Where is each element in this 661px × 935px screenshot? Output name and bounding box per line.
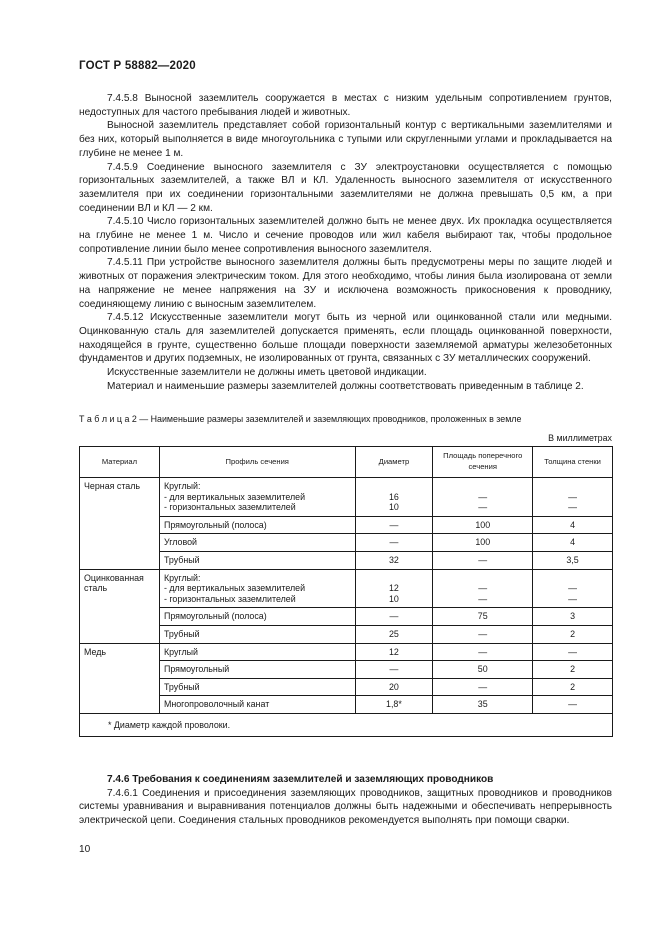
area-value: — — [478, 554, 488, 565]
table-unit: В миллиметрах — [548, 433, 612, 443]
table-row — [80, 643, 613, 661]
area-value: 50 — [477, 664, 488, 675]
diameter-value: 16 — [388, 491, 399, 502]
area-value: 100 — [475, 537, 491, 548]
material-cell — [80, 608, 160, 626]
diameter-cell — [355, 534, 433, 552]
material-cell — [80, 551, 160, 569]
diameter-value: 10 — [388, 502, 399, 513]
thickness-value: — — [568, 593, 577, 604]
table-body — [80, 478, 613, 714]
profile-value: Многопроволочный канат — [163, 699, 270, 710]
diameter-cell — [355, 569, 433, 608]
area-value — [437, 573, 528, 584]
profile-value: - для вертикальных заземлителей — [163, 491, 306, 502]
diameter-value: 25 — [388, 628, 399, 639]
area-value: 35 — [477, 699, 488, 710]
profile-value: - горизонтальных заземлителей — [163, 502, 296, 513]
thickness-value: — — [568, 491, 577, 502]
material-cell — [80, 696, 160, 714]
profile-cell — [159, 643, 355, 661]
area-value: — — [478, 628, 488, 639]
paragraph: Искусственные заземлители не должны иметь цветовой индикации. — [107, 367, 427, 379]
diameter-cell — [355, 625, 433, 643]
area-cell — [433, 478, 533, 517]
table-row — [80, 608, 613, 626]
paragraph: 7.4.5.9 Соединение выносного заземлителя с ЗУ электроустановки осуществляется с помощью горизонтальных заземлителей, а также ВЛ и КЛ. Удаленность выносного заземлителя от искусственного заземлителя при их соединении горизонтальными заземлителями не должна превышать 0,5 км, а при соединении ВЛ и КЛ — 2 км. — [79, 161, 612, 214]
thickness-cell — [533, 516, 613, 534]
area-cell — [433, 661, 533, 679]
thickness-cell — [533, 678, 613, 696]
profile-cell — [159, 696, 355, 714]
material-cell: Оцинкованная сталь — [80, 569, 160, 608]
paragraph: Выносной заземлитель представляет собой горизонтальный контур с вертикальными заземлителями и без них, который выполняется в виде многоугольника с тупыми или скругленными углами и прокладывается на глубине не менее 1 м. — [79, 120, 612, 159]
area-value: 75 — [477, 611, 488, 622]
thickness-cell — [533, 661, 613, 679]
thickness-cell — [533, 608, 613, 626]
thickness-value — [537, 573, 608, 584]
paragraph: 7.4.5.12 Искусственные заземлители могут быть из черной или оцинкованной стали или медными. Оцинкованную сталь для заземлителей допускается применять, если площадь оцинкованной поверхности, находящейся в грунте, существенно больше площади поверхности заземляемой арматуры железобетонных фундаментов и других подземных, не изолированных от грунта, связанных с ЗУ металлических сооружений. — [79, 312, 612, 365]
diameter-value: — — [389, 537, 399, 548]
paragraph: 7.4.5.11 При устройстве выносного заземлителя должны быть предусмотрены меры по защите людей и животных от поражения электрическим током. Для этого необходимо, чтобы линия была изолирована от земли на напряжение не менее напряжения на ЗУ и исключена возможность прикосновения к проводнику, соединяющему линию с выносным заземлителем. — [79, 257, 612, 310]
diameter-value: 12 — [388, 646, 399, 657]
area-cell — [433, 696, 533, 714]
table-row — [80, 625, 613, 643]
area-value: 100 — [475, 519, 491, 530]
section-heading: 7.4.6 Требования к соединениям заземлителей и заземляющих проводников — [107, 774, 494, 785]
profile-cell — [159, 478, 355, 517]
thickness-cell — [533, 478, 613, 517]
table-row — [80, 534, 613, 552]
thickness-cell — [533, 534, 613, 552]
diameter-cell — [355, 478, 433, 517]
diameter-value: — — [389, 611, 399, 622]
profile-cell — [159, 678, 355, 696]
document-header: ГОСТ Р 58882—2020 — [79, 60, 196, 72]
material-cell: Медь — [80, 643, 160, 661]
page-number: 10 — [79, 844, 91, 855]
area-cell — [433, 534, 533, 552]
table-row — [80, 696, 613, 714]
material-cell — [80, 534, 160, 552]
thickness-cell — [533, 696, 613, 714]
paragraph: 7.4.5.8 Выносной заземлитель сооружается в местах с низким удельным сопротивлением грунтов, недоступных для частого пребывания людей и животных. — [79, 93, 612, 118]
diameter-value: 1,8* — [386, 699, 402, 710]
profile-value: Прямоугольный (полоса) — [163, 611, 267, 622]
area-cell — [433, 569, 533, 608]
diameter-value: 20 — [388, 681, 399, 692]
diameter-value — [360, 481, 429, 492]
thickness-cell — [533, 569, 613, 608]
thickness-value: — — [568, 502, 577, 513]
area-cell — [433, 678, 533, 696]
profile-cell — [159, 661, 355, 679]
body-text — [79, 92, 612, 393]
diameter-value — [360, 573, 429, 584]
thickness-cell — [533, 625, 613, 643]
thickness-value: 4 — [570, 537, 576, 548]
diameter-cell — [355, 696, 433, 714]
paragraph: 7.4.5.10 Число горизонтальных заземлителей должно быть не менее двух. Их прокладка осуществляется на глубине не менее 1 м. Число и сечение проводов или жил кабеля выбирают так, чтобы продольное сопротивление линии было менее сопротивления выносного заземлителя. — [79, 216, 612, 255]
area-value: — — [478, 491, 488, 502]
area-value: — — [478, 681, 488, 692]
diameter-cell — [355, 516, 433, 534]
table-footnote-row — [80, 713, 613, 736]
table-row — [80, 516, 613, 534]
thickness-cell — [533, 643, 613, 661]
thickness-cell — [533, 551, 613, 569]
area-value: — — [478, 502, 488, 513]
area-value: — — [478, 646, 488, 657]
profile-value: - для вертикальных заземлителей — [163, 583, 306, 594]
profile-value: Угловой — [163, 537, 197, 548]
profile-value: Прямоугольный (полоса) — [163, 519, 267, 530]
diameter-value: 32 — [388, 554, 399, 565]
thickness-value: 3,5 — [566, 554, 579, 565]
diameter-cell — [355, 643, 433, 661]
profile-value: Трубный — [163, 554, 200, 565]
table-caption: Т а б л и ц а 2 — Наименьшие размеры заземлителей и заземляющих проводников, проложенных в земле — [79, 414, 522, 424]
header-area: Площадь поперечного сечения — [433, 447, 533, 478]
material-cell — [80, 516, 160, 534]
diameter-cell — [355, 551, 433, 569]
area-cell — [433, 551, 533, 569]
profile-cell — [159, 534, 355, 552]
area-value: — — [478, 593, 488, 604]
diameter-value: — — [389, 664, 399, 675]
header-material: Материал — [80, 447, 160, 478]
profile-cell — [159, 608, 355, 626]
profile-cell — [159, 569, 355, 608]
profile-value: Круглый — [163, 646, 198, 657]
material-cell: Черная сталь — [80, 478, 160, 517]
table-row — [80, 678, 613, 696]
profile-cell — [159, 516, 355, 534]
diameter-value: — — [389, 519, 399, 530]
thickness-value: 3 — [570, 611, 576, 622]
thickness-value: — — [568, 699, 577, 710]
profile-value: Круглый: — [163, 481, 201, 491]
size-table — [79, 446, 613, 737]
diameter-value: 10 — [388, 593, 399, 604]
header-profile: Профиль сечения — [159, 447, 355, 478]
header-diameter: Диаметр — [355, 447, 433, 478]
profile-cell — [159, 625, 355, 643]
material-cell — [80, 661, 160, 679]
area-value: — — [478, 583, 488, 594]
thickness-value: — — [568, 583, 577, 594]
table-row — [80, 569, 613, 608]
material-cell — [80, 678, 160, 696]
paragraph: Материал и наименьшие размеры заземлителей должны соответствовать приведенным в таблице 2. — [107, 380, 584, 392]
thickness-value: — — [568, 646, 577, 657]
profile-value: Круглый: — [163, 572, 201, 583]
area-cell — [433, 625, 533, 643]
header-thickness: Толщина стенки — [533, 447, 613, 478]
table-row — [80, 551, 613, 569]
profile-value: - горизонтальных заземлителей — [163, 593, 296, 604]
table-row — [80, 478, 613, 517]
profile-cell — [159, 551, 355, 569]
diameter-cell — [355, 661, 433, 679]
thickness-value: 2 — [570, 681, 576, 692]
thickness-value: 4 — [570, 519, 576, 530]
profile-value: Трубный — [163, 681, 200, 692]
diameter-cell — [355, 608, 433, 626]
table-row — [80, 661, 613, 679]
profile-value: Прямоугольный — [163, 664, 230, 675]
table-footnote: * Диаметр каждой проволоки. — [80, 713, 613, 736]
section-7-4-6 — [79, 773, 612, 828]
area-value — [437, 481, 528, 492]
paragraph: 7.4.6.1 Соединения и присоединения заземляющих проводников, защитных проводников и проводников системы уравнивания и выравнивания потенциалов должны быть надежными и обеспечивать непрерывность электрической цепи. Соединения стальных проводников рекомендуется выполнять при помощи сварки. — [79, 787, 612, 827]
thickness-value: 2 — [570, 664, 576, 675]
diameter-cell — [355, 678, 433, 696]
thickness-value: 2 — [570, 628, 576, 639]
area-cell — [433, 516, 533, 534]
table-header-row — [80, 447, 613, 478]
thickness-value — [537, 481, 608, 492]
diameter-value: 12 — [388, 583, 399, 594]
profile-value: Трубный — [163, 628, 200, 639]
material-cell — [80, 625, 160, 643]
area-cell — [433, 643, 533, 661]
area-cell — [433, 608, 533, 626]
